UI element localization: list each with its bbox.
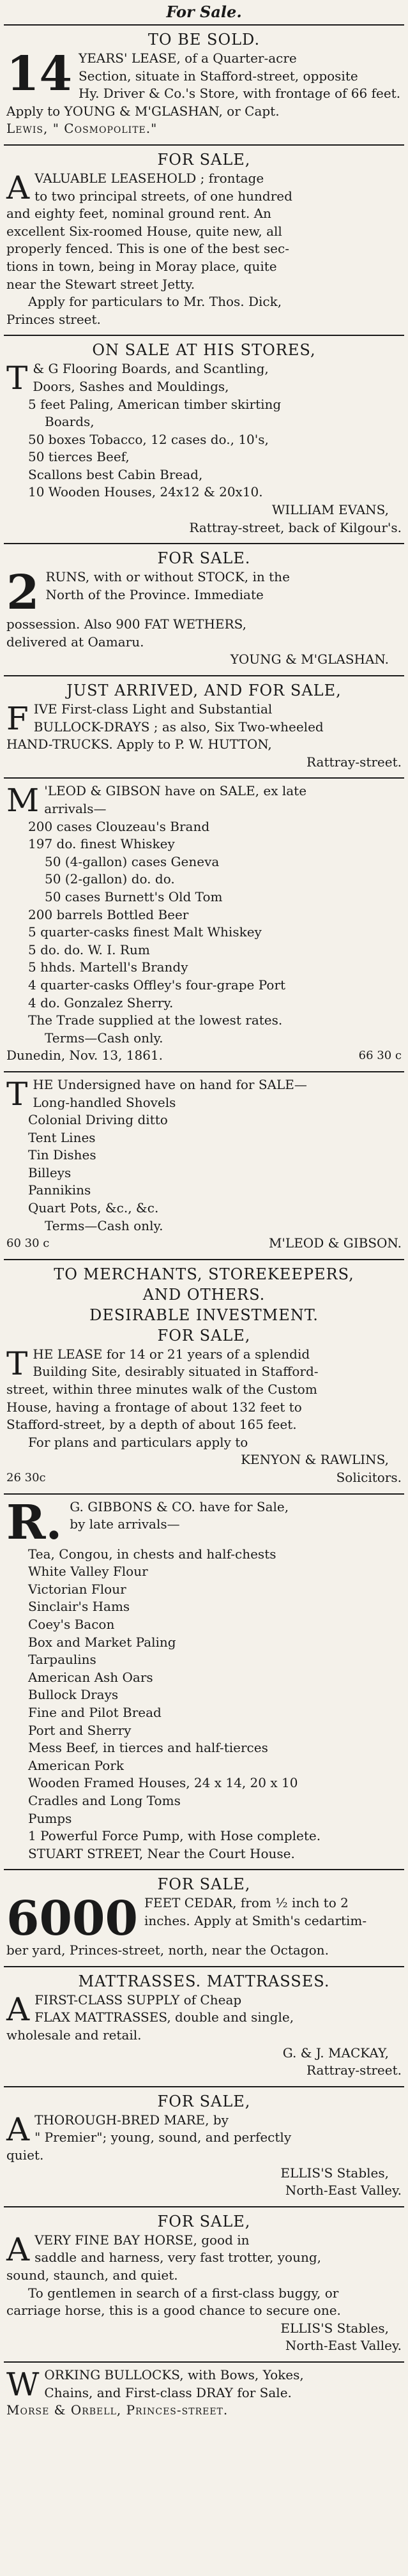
ad-line: street, within three minutes walk of the Custom — [6, 1382, 317, 1398]
ad-signature: STUART STREET, Near the Court House. — [28, 1845, 295, 1861]
ad-line: Terms—Cash only. — [45, 1217, 163, 1233]
ad-title: FOR SALE, — [157, 2092, 251, 2110]
section-header: For Sale. — [166, 3, 242, 21]
ad-signature: YOUNG & M'GLASHAN. — [230, 652, 389, 667]
ad-line: properly fenced. This is one of the best sec- — [6, 241, 289, 257]
ad-line: Section, situate in Stafford-street, opposite — [78, 68, 358, 84]
ad-line: arrivals— — [44, 801, 107, 816]
ad-line: Building Site, desirably situated in Stafford- — [33, 1364, 319, 1380]
ad-code: 66 30 c — [358, 1049, 402, 1063]
ad-line: 50 boxes Tobacco, 12 cases do., 10's, — [28, 431, 269, 447]
ad-line: Colonial Driving ditto — [28, 1112, 168, 1128]
ad-title: TO MERCHANTS, STOREKEEPERS, — [54, 1265, 354, 1283]
ad-initial-number: 6000 — [6, 1891, 138, 1947]
ad-line: " Premier"; young, sound, and perfectly — [34, 2130, 292, 2145]
ad-line: Wooden Framed Houses, 24 x 14, 20 x 10 — [28, 1775, 298, 1791]
ad-code: 26 30c — [6, 1471, 46, 1484]
ad-line: House, having a frontage of about 132 feet to — [6, 1399, 302, 1415]
ad-line: FLAX MATTRASSES, double and single, — [34, 2009, 294, 2025]
ad-title: FOR SALE. — [157, 549, 251, 568]
ad-line: 5 hhds. Martell's Brandy — [28, 959, 188, 975]
ad-line: saddle and harness, very fast trotter, young, — [34, 2250, 322, 2266]
ad-bay-horse — [4, 2206, 404, 2361]
ad-line: BULLOCK-DRAYS ; as also, Six Two-wheeled — [33, 719, 324, 735]
ad-line: excellent Six-roomed House, quite new, all — [6, 223, 282, 239]
ad-line: Pannikins — [28, 1182, 91, 1198]
ad-line: FEET CEDAR, from ½ inch to 2 — [144, 1895, 349, 1911]
ad-line: Lewis, " Cosmopolite." — [6, 121, 158, 137]
ad-signature: WILLIAM EVANS, — [271, 502, 389, 518]
ad-line: Coey's Bacon — [28, 1616, 115, 1632]
ad-line: HE Undersigned have on hand for SALE— — [33, 1076, 307, 1092]
ad-line: Box and Market Paling — [28, 1634, 176, 1650]
ad-line: Victorian Flour — [28, 1581, 126, 1597]
ad-title-line2: AND OTHERS. — [142, 1285, 266, 1304]
ad-line: ORKING BULLOCKS, with Bows, Yokes, — [44, 2366, 304, 2382]
ad-line: Morse & Orbell, Princes-street. — [6, 2402, 229, 2418]
ad-initial-letter: R. — [6, 1495, 63, 1550]
ad-line: 5 feet Paling, American timber skirting — [28, 396, 282, 412]
ad-drop-cap: A — [6, 1990, 30, 2028]
ad-line: VERY FINE BAY HORSE, good in — [34, 2232, 250, 2248]
ad-drop-cap: W — [6, 2365, 40, 2403]
ad-signature: M'LEOD & GIBSON. — [268, 1235, 402, 1251]
ad-to-be-sold — [4, 24, 404, 144]
ad-code: 60 30 c — [6, 1237, 50, 1251]
ad-line: 200 cases Clouzeau's Brand — [28, 818, 210, 834]
ad-signature-title: Solicitors. — [336, 1470, 402, 1485]
ad-line: sound, staunch, and quiet. — [6, 2267, 178, 2283]
ad-evans-stores — [4, 335, 404, 543]
ad-line: 10 Wooden Houses, 24x12 & 20x10. — [28, 484, 263, 500]
ad-line: YEARS' LEASE, of a Quarter-acre — [78, 50, 297, 66]
ad-line: Apply to YOUNG & M'GLASHAN, or Capt. — [6, 103, 280, 119]
ad-line: Boards, — [45, 414, 94, 430]
ad-title: TO BE SOLD. — [147, 31, 261, 49]
ad-drop-cap: T — [6, 360, 28, 397]
ad-line: Tarpaulins — [28, 1652, 96, 1668]
ad-line: 1 Powerful Force Pump, with Hose complete. — [28, 1828, 321, 1844]
ad-line: American Pork — [28, 1757, 124, 1773]
ad-line: White Valley Flour — [28, 1564, 148, 1580]
ad-drop-cap: A — [6, 169, 30, 206]
ad-line: Mess Beef, in tierces and half-tierces — [28, 1740, 268, 1756]
ad-line: Tent Lines — [28, 1129, 96, 1145]
ad-line: possession. Also 900 FAT WETHERS, — [6, 616, 246, 632]
ad-line: Sinclair's Hams — [28, 1599, 130, 1615]
ad-valuable-leasehold — [4, 144, 404, 335]
ad-line: Tin Dishes — [28, 1147, 96, 1163]
ad-cedar — [4, 1869, 404, 1966]
ad-runs-for-sale — [4, 543, 404, 675]
ad-line: Apply for particulars to Mr. Thos. Dick, — [28, 294, 282, 310]
ad-working-bullocks — [4, 2361, 404, 2426]
ad-line: HE LEASE for 14 or 21 years of a splendid — [33, 1346, 310, 1362]
ad-line: Billeys — [28, 1164, 72, 1180]
ad-initial-number: 2 — [6, 565, 40, 621]
ad-mleod-gibson-tools — [4, 1071, 404, 1259]
ad-line: 4 do. Gonzalez Sherry. — [28, 995, 174, 1010]
ad-line: To gentlemen in search of a first-class buggy, or — [28, 2285, 339, 2301]
ad-line: HAND-TRUCKS. Apply to P. W. HUTTON, — [6, 736, 272, 752]
ad-footer-row — [6, 1469, 402, 1487]
ad-drop-cap: T — [6, 1075, 28, 1113]
ad-line: Long-handled Shovels — [33, 1094, 176, 1110]
ad-subtitle: DESIRABLE INVESTMENT. — [89, 1306, 319, 1324]
ad-line: Chains, and First-class DRAY for Sale. — [44, 2384, 292, 2400]
ad-line: Port and Sherry — [28, 1722, 132, 1738]
ad-line: Terms—Cash only. — [45, 1030, 163, 1046]
ad-line: Scallons best Cabin Bread, — [28, 466, 203, 482]
ad-mleod-gibson-spirits — [4, 777, 404, 1071]
ad-line: THOROUGH-BRED MARE, by — [34, 2112, 229, 2128]
ad-line: & G Flooring Boards, and Scantling, — [33, 361, 269, 377]
ad-line: North of the Province. Immediate — [45, 586, 264, 602]
ad-line: For plans and particulars apply to — [28, 1434, 248, 1450]
ad-line: IVE First-class Light and Substantial — [33, 701, 273, 717]
ad-line: American Ash Oars — [28, 1669, 153, 1685]
ad-mattrasses — [4, 1966, 404, 2086]
ad-line: 'LEOD & GIBSON have on SALE, ex late — [44, 783, 307, 799]
ad-line: inches. Apply at Smith's cedartim- — [144, 1912, 367, 1928]
ad-line: Stafford-street, by a depth of about 165 feet. — [6, 1417, 297, 1433]
ad-line: 50 (2-gallon) do. do. — [45, 871, 175, 887]
ad-line: to two principal streets, of one hundred — [34, 188, 292, 204]
ad-line: quiet. — [6, 2147, 44, 2163]
ad-initial-number: 14 — [6, 47, 72, 102]
ad-date: Dunedin, Nov. 13, 1861. — [6, 1048, 163, 1063]
ad-title: MATTRASSES. MATTRASSES. — [78, 1972, 330, 1990]
ad-gibbons-co — [4, 1493, 404, 1870]
ad-line: Cradles and Long Toms — [28, 1792, 181, 1808]
ad-line: VALUABLE LEASEHOLD ; frontage — [34, 170, 264, 186]
ad-line: 5 quarter-casks finest Malt Whiskey — [28, 924, 262, 940]
ad-line: by late arrivals— — [70, 1516, 180, 1532]
ad-line: and eighty feet, nominal ground rent. An — [6, 206, 271, 222]
ad-line: ber yard, Princes-street, north, near the Octagon. — [6, 1942, 329, 1958]
ad-line: Fine and Pilot Bread — [28, 1704, 162, 1720]
ad-title: ON SALE AT HIS STORES, — [92, 341, 316, 360]
ad-drop-cap: T — [6, 1345, 28, 1382]
ad-line: delivered at Oamaru. — [6, 634, 144, 650]
ad-line: wholesale and retail. — [6, 2027, 142, 2043]
ad-signature: KENYON & RAWLINS, — [241, 1452, 389, 1468]
ad-signature: ELLIS'S Stables, — [280, 2320, 389, 2336]
ad-title: JUST ARRIVED, AND FOR SALE, — [66, 682, 342, 700]
ad-footer-row — [6, 1047, 402, 1065]
ad-line: near the Stewart street Jetty. — [6, 276, 195, 292]
ad-line: Tea, Congou, in chests and half-chests — [28, 1546, 276, 1562]
ad-signature-address: North-East Valley. — [285, 2338, 402, 2354]
ad-line: Hy. Driver & Co.'s Store, with frontage of 66 feet. — [78, 86, 401, 102]
ad-thorough-bred-mare — [4, 2086, 404, 2206]
ad-drop-cap: A — [6, 2230, 30, 2268]
ad-drop-cap: M — [6, 782, 40, 819]
ad-signature-address: Rattray-street. — [306, 2062, 402, 2078]
ad-signature-address: Rattray-street, back of Kilgour's. — [189, 519, 402, 535]
ad-footer-row — [6, 1235, 402, 1253]
ad-line: 50 (4-gallon) cases Geneva — [45, 853, 220, 869]
ad-title: FOR SALE, — [157, 2212, 251, 2230]
ad-desirable-investment — [4, 1259, 404, 1493]
ad-drop-cap: F — [6, 700, 29, 738]
ad-line: RUNS, with or without STOCK, in the — [45, 569, 290, 585]
ad-line: FIRST-CLASS SUPPLY of Cheap — [34, 1992, 242, 2008]
ad-line: tions in town, being in Moray place, quite — [6, 258, 277, 274]
ad-drop-cap: A — [6, 2110, 30, 2148]
ad-line: G. GIBBONS & CO. have for Sale, — [70, 1498, 289, 1514]
ad-line: Princes street. — [6, 311, 101, 327]
ad-signature: ELLIS'S Stables, — [280, 2165, 389, 2181]
ad-line: The Trade supplied at the lowest rates. — [28, 1012, 283, 1028]
ad-line: 50 cases Burnett's Old Tom — [45, 888, 223, 904]
ad-line: 50 tierces Beef, — [28, 449, 130, 465]
ad-bullock-drays — [4, 675, 404, 777]
ad-subtitle-2: FOR SALE, — [157, 1326, 251, 1345]
ad-line: carriage horse, this is a good chance to secure one. — [6, 2303, 341, 2319]
ad-title: FOR SALE, — [157, 1875, 251, 1894]
ad-line: 200 barrels Bottled Beer — [28, 906, 189, 922]
ad-line: 197 do. finest Whiskey — [28, 836, 175, 852]
ad-line: Rattray-street. — [306, 754, 402, 770]
ad-line: 4 quarter-casks Offley's four-grape Port — [28, 977, 286, 993]
ad-line: Bullock Drays — [28, 1687, 119, 1703]
ad-line: Quart Pots, &c., &c. — [28, 1200, 159, 1216]
ad-line: 5 do. do. W. I. Rum — [28, 941, 150, 957]
ad-signature: G. & J. MACKAY, — [282, 2045, 389, 2061]
ad-line: Pumps — [28, 1810, 72, 1826]
ad-title: FOR SALE, — [157, 150, 251, 169]
ad-signature-address: North-East Valley. — [285, 2183, 402, 2199]
ad-line: Doors, Sashes and Mouldings, — [33, 378, 229, 394]
